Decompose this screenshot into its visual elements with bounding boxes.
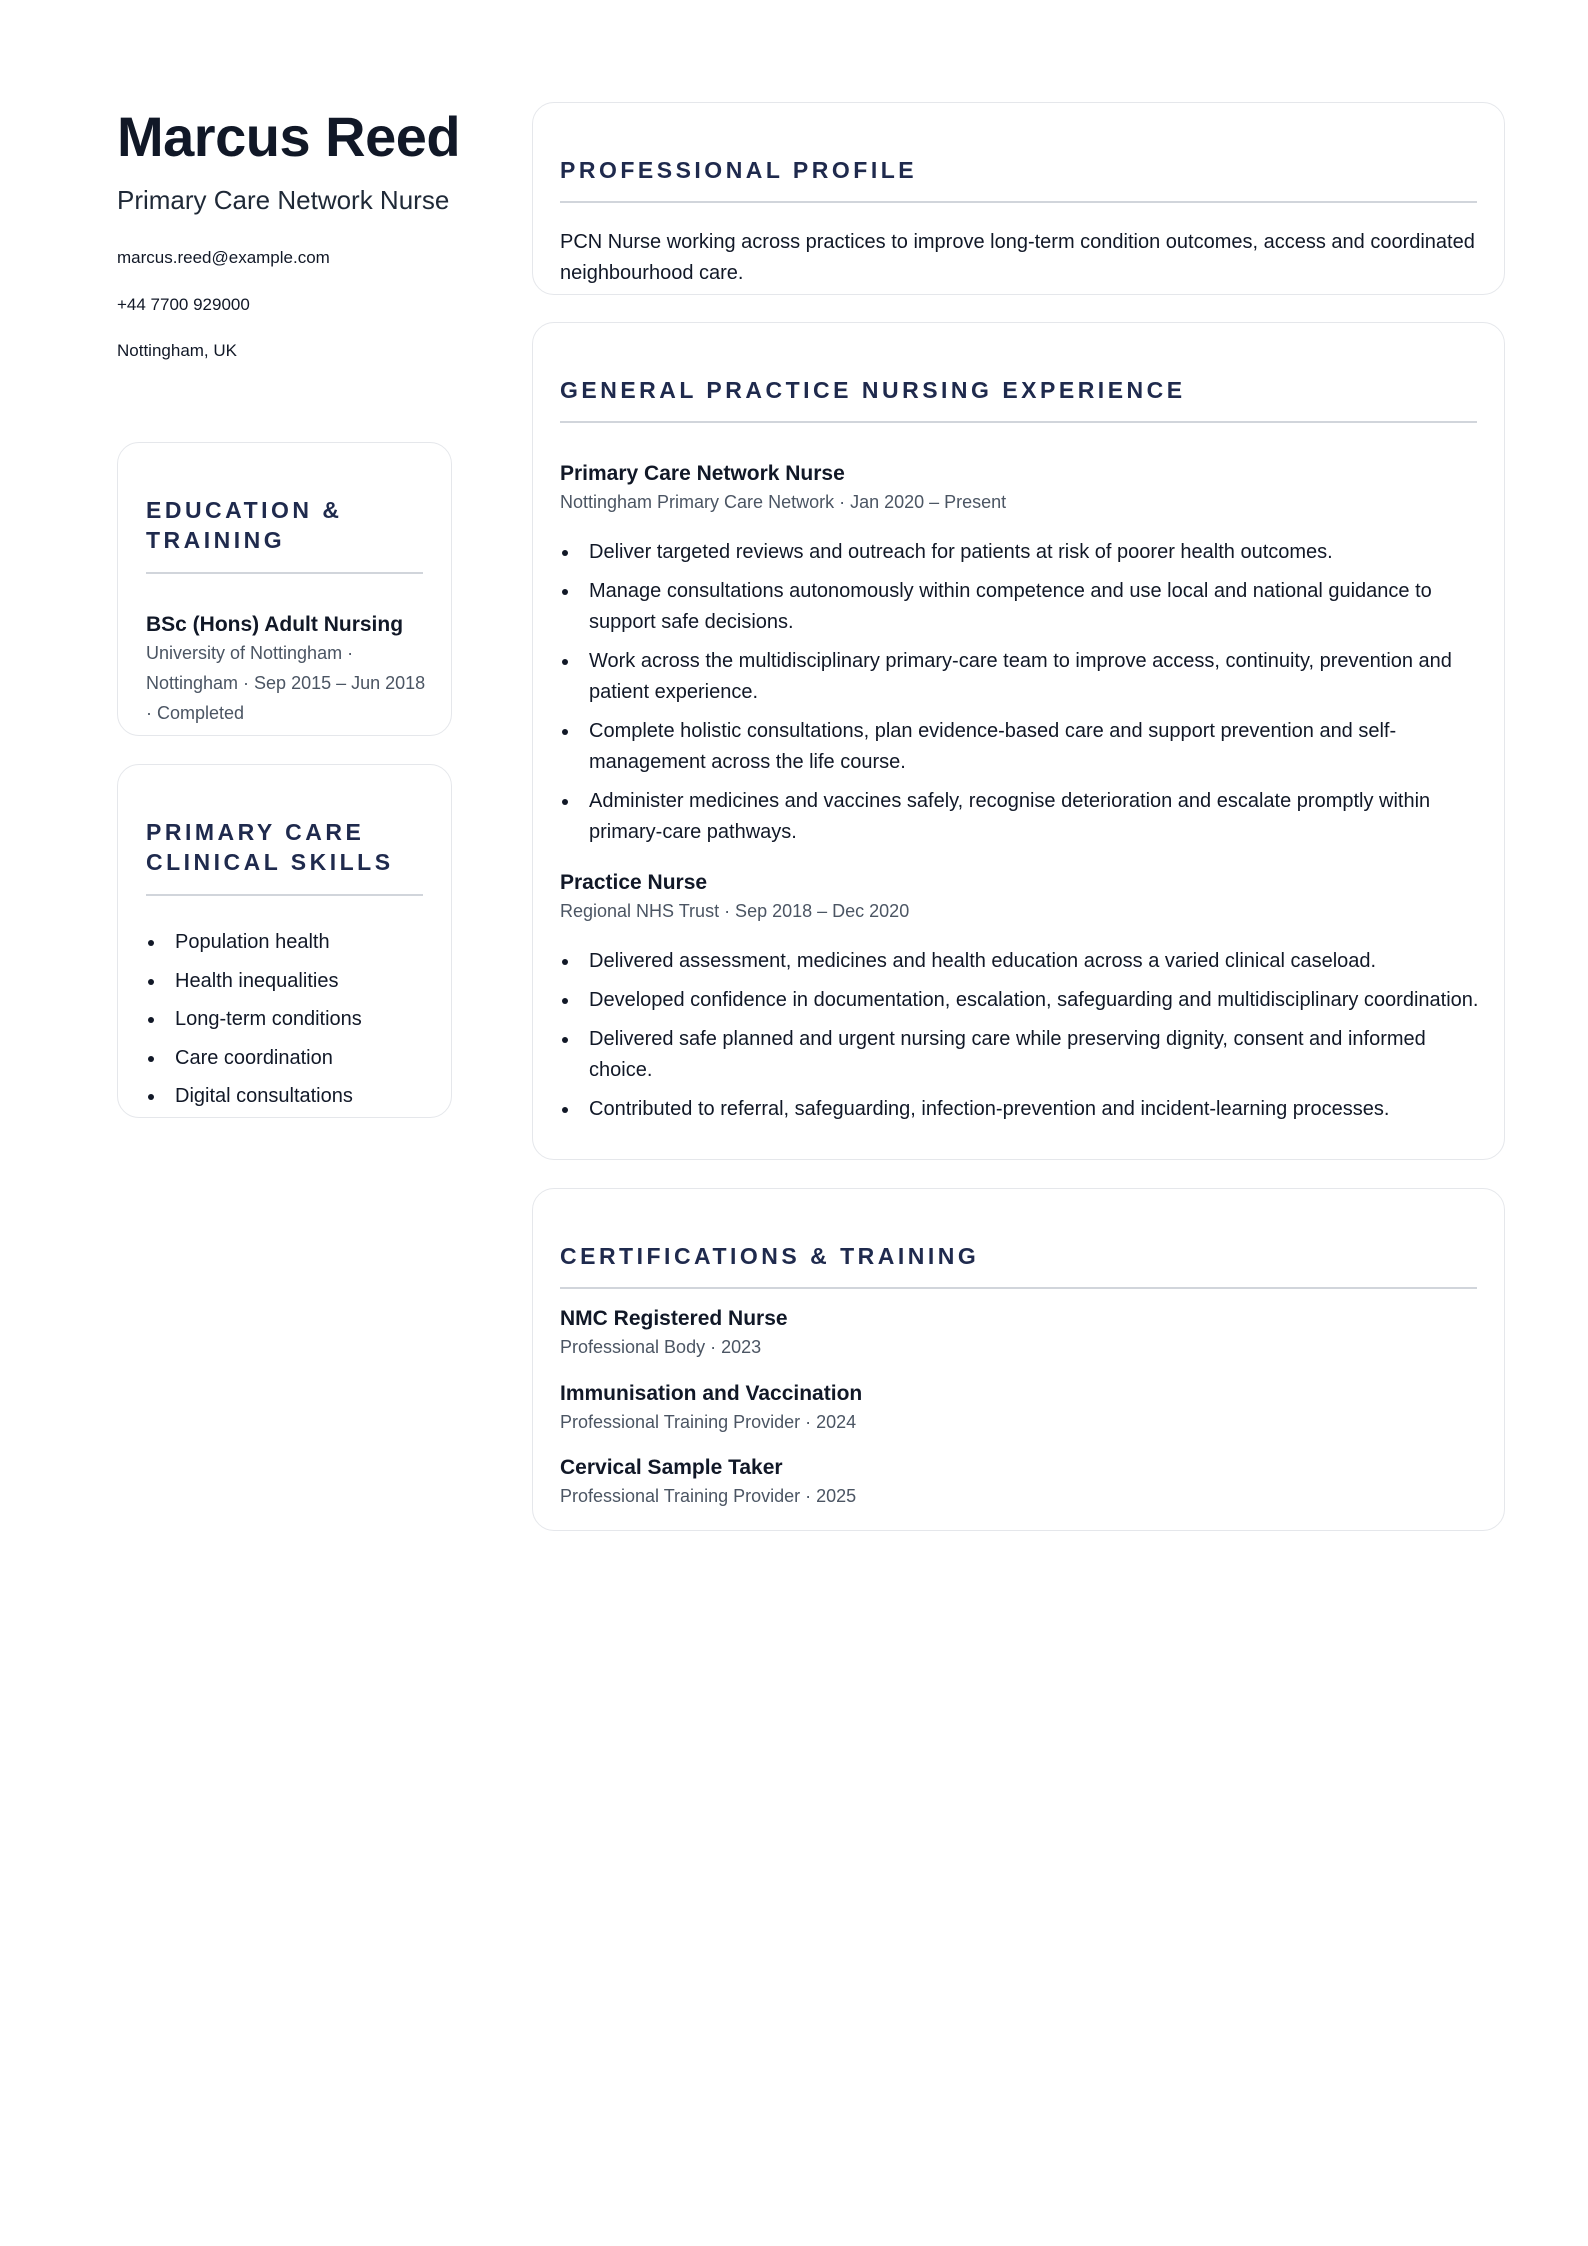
skills-heading-line2: CLINICAL SKILLS <box>146 849 394 875</box>
job-bullet: Administer medicines and vaccines safely, recognise deterioration and escalate promptly within primary-care pathways. <box>560 786 1480 848</box>
education-meta <box>146 638 436 728</box>
job-bullet: Complete holistic consultations, plan evidence-based care and support prevention and self-management across the life course. <box>560 716 1480 778</box>
job-bullet: Delivered safe planned and urgent nursing care while preserving dignity, consent and informed choice. <box>560 1024 1480 1086</box>
education-degree: BSc (Hons) Adult Nursing <box>146 613 404 636</box>
certifications-card <box>532 1188 1505 1531</box>
education-meta-line1: University of Nottingham · <box>146 643 354 663</box>
candidate-name: Marcus Reed <box>117 105 461 168</box>
skills-divider <box>146 894 423 896</box>
certification-meta: Professional Training Provider · 2024 <box>560 1412 857 1432</box>
education-meta-line2: Nottingham · Sep 2015 – Jun 2018 <box>146 673 426 693</box>
education-meta-line3: · Completed <box>146 703 245 723</box>
certifications-heading: CERTIFICATIONS & TRAINING <box>560 1243 980 1269</box>
education-heading-line2: TRAINING <box>146 527 286 553</box>
candidate-title: Primary Care Network Nurse <box>117 185 450 215</box>
skills-card <box>117 764 452 1118</box>
certification-title: NMC Registered Nurse <box>560 1307 788 1330</box>
job-bullet: Delivered assessment, medicines and health education across a varied clinical caseload. <box>560 946 1480 977</box>
certification-meta: Professional Body · 2023 <box>560 1337 762 1357</box>
profile-card <box>532 102 1505 295</box>
experience-card <box>532 322 1505 1160</box>
skills-list <box>146 927 436 1118</box>
skill-item: Care coordination <box>146 1043 436 1074</box>
skills-heading-line1: PRIMARY CARE <box>146 819 365 845</box>
job-bullets <box>560 537 1480 856</box>
education-divider <box>146 572 423 574</box>
education-heading-line1: EDUCATION & <box>146 497 343 523</box>
job-title: Practice Nurse <box>560 871 708 894</box>
certification-title: Cervical Sample Taker <box>560 1456 783 1479</box>
skill-item: Health inequalities <box>146 966 436 997</box>
job-title: Primary Care Network Nurse <box>560 462 845 485</box>
contact-email[interactable]: marcus.reed@example.com <box>117 248 330 267</box>
skill-item: Digital consultations <box>146 1081 436 1112</box>
experience-divider <box>560 421 1477 423</box>
certification-meta: Professional Training Provider · 2025 <box>560 1486 857 1506</box>
education-heading <box>146 495 343 555</box>
job-bullet: Work across the multidisciplinary primary-care team to improve access, continuity, prevention and patient experience. <box>560 646 1480 708</box>
certifications-divider <box>560 1287 1477 1289</box>
job-bullet: Deliver targeted reviews and outreach for patients at risk of poorer health outcomes. <box>560 537 1480 568</box>
job-bullet: Manage consultations autonomously within competence and use local and national guidance to support safe decisions. <box>560 576 1480 638</box>
certification-title: Immunisation and Vaccination <box>560 1382 863 1405</box>
skill-item: Long-term conditions <box>146 1004 436 1035</box>
job-bullet: Contributed to referral, safeguarding, infection-prevention and incident-learning processes. <box>560 1094 1480 1125</box>
job-meta: Nottingham Primary Care Network · Jan 2020 – Present <box>560 492 1007 512</box>
education-card <box>117 442 452 736</box>
job-bullets <box>560 946 1480 1133</box>
job-bullet: Developed confidence in documentation, escalation, safeguarding and multidisciplinary coordination. <box>560 985 1480 1016</box>
experience-heading: GENERAL PRACTICE NURSING EXPERIENCE <box>560 377 1186 403</box>
contact-location: Nottingham, UK <box>117 341 237 360</box>
job-meta: Regional NHS Trust · Sep 2018 – Dec 2020 <box>560 901 910 921</box>
profile-heading: PROFESSIONAL PROFILE <box>560 157 918 183</box>
contact-phone[interactable]: +44 7700 929000 <box>117 295 250 314</box>
skill-item: Population health <box>146 927 436 958</box>
skills-heading <box>146 817 394 877</box>
profile-divider <box>560 201 1477 203</box>
profile-text: PCN Nurse working across practices to improve long-term condition outcomes, access and coordinated neighbourhood care. <box>560 231 1475 284</box>
